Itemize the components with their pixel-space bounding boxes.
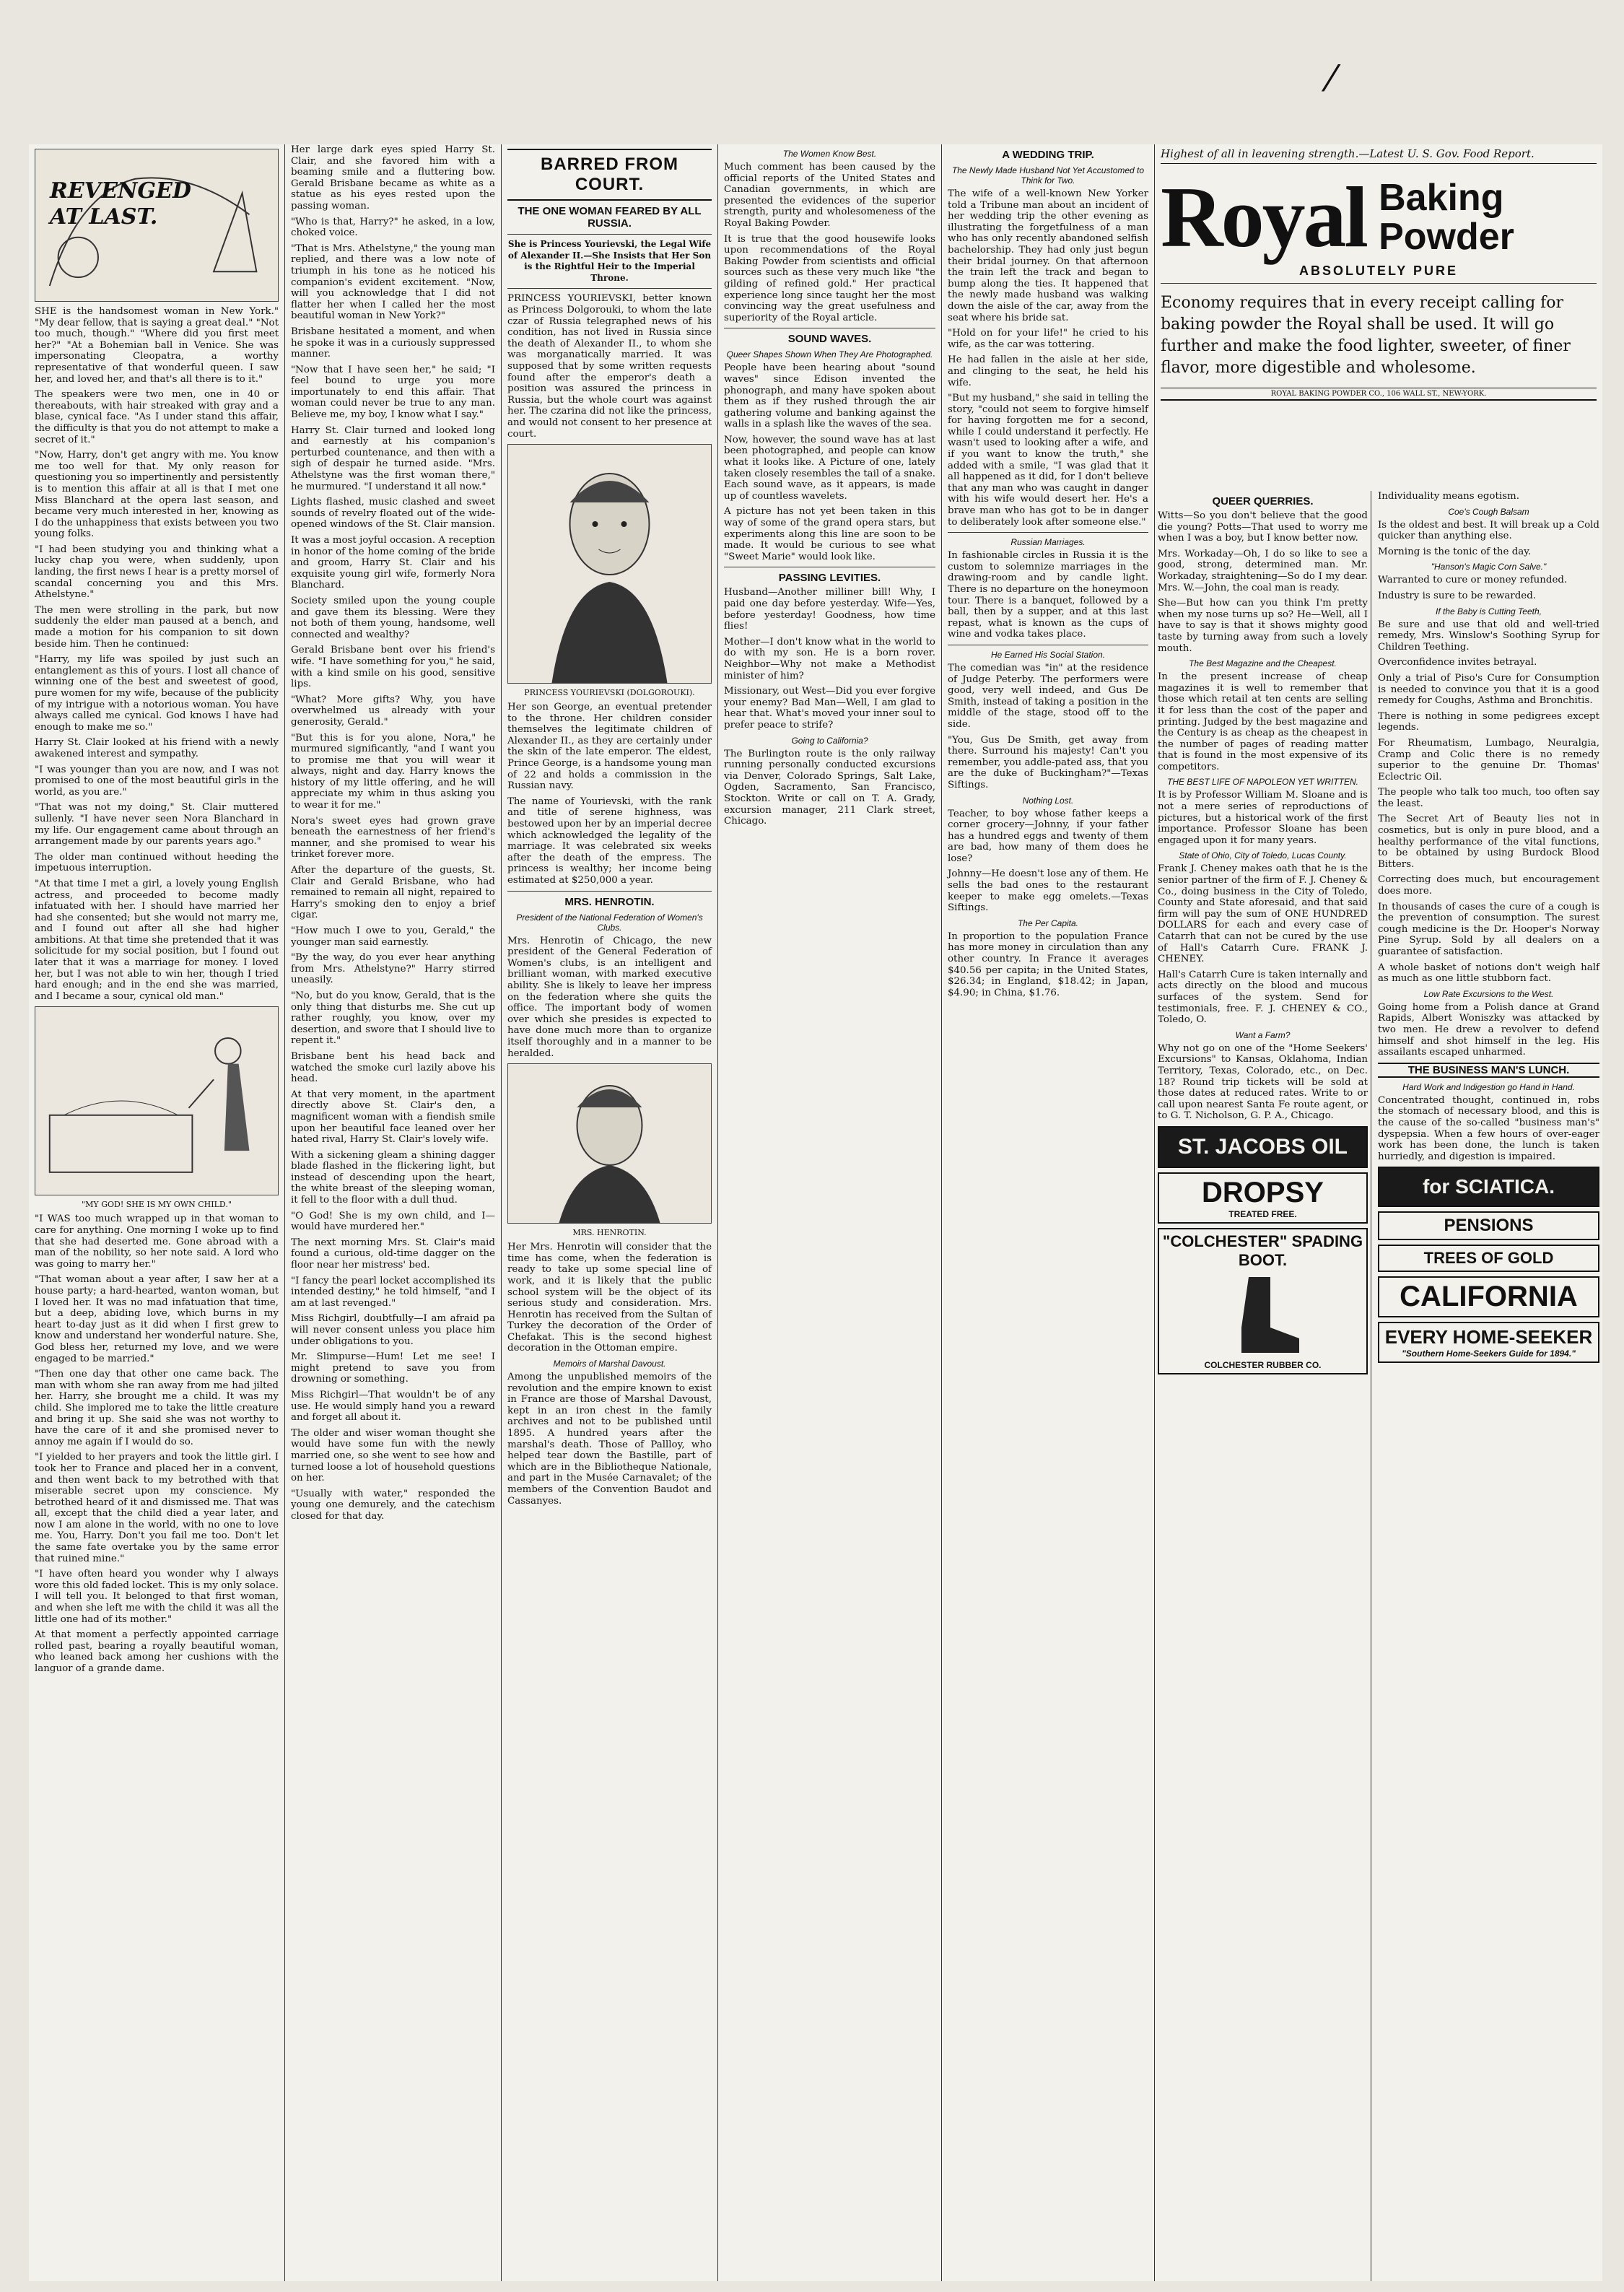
paragraph: People have been hearing about "sound waves" since Edison invented the phonograph, and many have spoken about them as if they rushed through the air gathering volume and banking against the walls in a splash like the waves of the sea. — [724, 362, 935, 430]
item: Is the oldest and best. It will break up a Cold quicker than anything else. — [1378, 519, 1599, 542]
section-heading: PASSING LEVITIES. — [778, 572, 881, 585]
paragraph: The speakers were two men, one in 40 or thereabouts, with hair streaked with gray and a blase, cynical face. "As I under stand this affair, the difficulty is that you do not attempt to make a secret of it." — [35, 389, 279, 445]
section-heading: The Best Magazine and the Cheapest. — [1189, 658, 1337, 669]
column-6 — [1155, 144, 1602, 2281]
section-heading: State of Ohio, City of Toledo, Lucas County. — [1179, 850, 1347, 861]
paragraph: The wife of a well-known New Yorker told a Tribune man about an incident of her wedding trip the other evening as illustrating the forgetfulness of a man who has only recently abandoned selfish bachelorship. They had only just begun their bridal journey. On that afternoon the train left the track and began to bump along the ties. It happened that the newly made husband was walking down the aisle of the car, away from the seat where his bride sat. — [948, 188, 1148, 323]
paragraph: Concentrated thought, continued in, robs the stomach of necessary blood, and this is the cause of the so-called "business man's" dyspepsia. When a few hours of over-eager work has been done, the lunch is taken hurriedly, and digestion is impaired. — [1378, 1094, 1599, 1162]
paragraph: The men were strolling in the park, but now suddenly the elder man paused at a bench, and made a motion for his companion to sit down beside him. Then he continued: — [35, 604, 279, 650]
paragraph: Missionary, out West—Did you ever forgive your enemy? Bad Man—Well, I am glad to hear that. What's moved your inner soul to prefer peace to strife? — [724, 686, 935, 731]
paragraph: Harry St. Clair looked at his friend with a newly awakened interest and sympathy. — [35, 737, 279, 759]
paragraph: The comedian was "in" at the residence of Judge Peterby. The performers were good, very well indeed, and Gus De Smith, instead of taking a position in the middle of the stage, stood off to the side. — [948, 662, 1148, 730]
paragraph: "That is Mrs. Athelstyne," the young man replied, and there was a low note of triumph in his tone as he noticed his companion's evident excitement. "Now, will you acknowledge that I did not flatter her when I called her the most beautiful woman in New York?" — [291, 243, 495, 322]
section-subheading: Queer Shapes Shown When They Are Photographed. — [726, 349, 933, 360]
paragraph: It was a most joyful occasion. A reception in honor of the home coming of the bride and groom, Harry St. Clair and his exquisite young girl wife, formerly Nora Blanchard. — [291, 535, 495, 591]
paragraph: It is by Professor William M. Sloane and is not a mere series of reproductions of pictures, but a historical work of the first importance. Professor Sloane has been engaged upon it for many years. — [1158, 790, 1368, 846]
paragraph: Much comment has been caused by the official reports of the United States and Canadian governments, in which are presented the evidences of the superior strength, purity and wholesomeness of the Royal Baking Powder. — [724, 162, 935, 229]
item: Be sure and use that old and well-tried remedy, Mrs. Winslow's Soothing Syrup for Children Teething. — [1378, 619, 1599, 653]
bedroom-illustration — [35, 1006, 279, 1195]
royal-logo: Royal — [1161, 169, 1366, 265]
royal-product — [1379, 178, 1514, 256]
paragraph: "I yielded to her prayers and took the little girl. I took her to France and placed her in a convent, and then went back to my betrothed with that miserable secret upon my conscience. My betrothed heard of it and dismissed me. That was all, except that the child died a year later, and now I am alone in the world, with no one to love me. You, Harry. Don't you fail me too. Don't let the same fate overtake you by the same error that ruined mine." — [35, 1452, 279, 1564]
royal-ad — [1161, 144, 1597, 401]
trees-ad: TREES OF GOLD — [1378, 1245, 1599, 1272]
revenged-title-illustration — [35, 149, 279, 302]
paragraph: Miss Richgirl, doubtfully—I am afraid pa will never consent unless you place him under obligations to you. — [291, 1313, 495, 1347]
paragraph: The Burlington route is the only railway running personally conducted excursions via Denver, Colorado Springs, Salt Lake, Ogden, Sacramento, San Francisco, Stockton. Write or call on T. A. Grady, excursion manager, 211 Clark street, Chicago. — [724, 748, 935, 827]
item-heading: If the Baby is Cutting Teeth, — [1436, 606, 1542, 616]
item-heading: Coe's Cough Balsam — [1448, 506, 1529, 517]
paragraph: SHE is the handsomest woman in New York." "My dear fellow, that is saying a great deal." "Not too much, though." "Where did you first meet her?" "At a Bohemian ball in Venice. She was impersonating Cleopatra, a worthy representative of that wonderful queen. I saw her, and loved her, and that's all there is to it." — [35, 306, 279, 385]
item: Overconfidence invites betrayal. — [1378, 657, 1537, 668]
paragraph: Witts—So you don't believe that the good die young? Potts—That used to worry me when I was a boy, but I know better now. — [1158, 510, 1368, 544]
article-headline: BARRED FROM COURT. — [507, 149, 712, 201]
paragraph: "At that time I met a girl, a lovely young English actress, and proceeded to become madly infatuated with her. I should have married her had she consented; but she would not marry me, and I found out after all she had higher ambitions. At that time she pretended that it was solicitude for my social position, but I found out later that it was a marriage for money. I loved her, but I was not able to win her, though I tried hard enough; and in the end she was married, and I became a sour, cynical old man." — [35, 878, 279, 1002]
paragraph: Brisbane hesitated a moment, and when he spoke it was in a curiously suppressed manner. — [291, 326, 495, 360]
paragraph: In fashionable circles in Russia it is the custom to solemnize marriages in the drawing-room and by candle light. There is no departure on the honeymoon tour. There is a banquet, followed by a ball, then by a supper, and at this last repast, what is known as the cups of wine and vodka takes place. — [948, 550, 1148, 640]
royal-absolutely-pure: ABSOLUTELY PURE — [1298, 263, 1459, 278]
paragraph: Nora's sweet eyes had grown grave beneath the earnestness of her friend's manner, and she promised to wear his trinket forever more. — [291, 815, 495, 860]
dropsy-title: DROPSY — [1202, 1176, 1324, 1208]
royal-product-line1: Baking — [1379, 177, 1504, 219]
page-mark: ⁄ — [1328, 58, 1335, 100]
section-heading: Memoirs of Marshal Davoust. — [553, 1359, 666, 1369]
boot-icon — [1220, 1270, 1306, 1356]
column-2 — [285, 144, 502, 2281]
paragraph: "I fancy the pearl locket accomplished its intended destiny," he told himself, "and I am at last revenged." — [291, 1275, 495, 1309]
paragraph: Frank J. Cheney makes oath that he is the senior partner of the firm of F. J. Cheney & Co., doing business in the City of Toledo, County and State aforesaid, and that said firm will pay the sum of ONE HUNDRED DOLLARS for each and every case of Catarrh that can not be cured by the use of Hall's Catarrh Cure. FRANK J. CHENEY. — [1158, 863, 1368, 965]
paragraph: "What? More gifts? Why, you have overwhelmed us already with your generosity, Gerald." — [291, 694, 495, 728]
paragraph: Society smiled upon the young couple and gave them its blessing. Were they not both of them young, handsome, well connected and wealthy? — [291, 595, 495, 640]
paragraph: With a sickening gleam a shining dagger blade flashed in the flickering light, but instead of descending upon the heart, the white breast of the sleeping woman, it fell to the floor with a dull thud. — [291, 1149, 495, 1206]
paragraph: "But my husband," she said in telling the story, "could not seem to forgive himself for having forgotten me for a second, while I could understand it perfectly. He wasn't used to looking after a wife, and if you want to know the truth," she added with a smile, "I was glad that it all happened as it did, for I don't believe that any man who was caught in danger with his wife would desert her. He's a brave man who has got to be in danger to deliberately look after someone else." — [948, 393, 1148, 528]
section-heading: Going to California? — [791, 735, 868, 746]
paragraph: "Usually with water," responded the young one demurely, and the catechism closed for that day. — [291, 1488, 495, 1522]
paragraph: Why not go on one of the "Home Seekers' Excursions" to Kansas, Oklahoma, Indian Territory, Texas, Colorado, etc., on Dec. 18? Round trip tickets will be sold at those dates at reduced rates. Write to or call upon nearest Santa Fe route agent, or to G. T. Nicholson, G. P. A., Chicago. — [1158, 1042, 1368, 1122]
column-3 — [502, 144, 718, 2281]
item: There is nothing in some pedigrees except legends. — [1378, 710, 1599, 733]
divider — [507, 288, 712, 289]
paragraph: Mrs. Henrotin of Chicago, the new president of the General Federation of Women's clubs, is an intelligent and brilliant woman, with marked executive ability. She is likely to leave her impress on the federation where she quits the office. The important body of women over which she presides is expected to have done much more than to organize itself thoroughly and in a manner to be heralded. — [507, 935, 712, 1059]
item: The people who talk too much, too often say the least. — [1378, 787, 1599, 809]
paragraph: Hall's Catarrh Cure is taken internally and acts directly on the blood and mucous surfaces of the system. Send for testimonials, free. F. J. CHENEY & CO., Toledo, O. — [1158, 969, 1368, 1026]
item: In thousands of cases the cure of a cough is the prevention of consumption. The surest cough medicine is the Dr. Hooper's Norway Pine Syrup. Sold by all dealers on a guarantee of satisfaction. — [1378, 901, 1599, 957]
item: Only a trial of Piso's Cure for Consumption is needed to convince you that it is a good remedy for Coughs, Asthma and Bronchitis. — [1378, 672, 1599, 707]
illustration-caption: "MY GOD! SHE IS MY OWN CHILD." — [82, 1200, 232, 1210]
article-deck: She is Princess Yourievski, the Legal Wife of Alexander II.—She Insists that Her Son is the Rightful Heir to the Imperial Throne. — [507, 239, 712, 283]
paragraph: She—But how can you think I'm pretty when my nose turns up so? He—Well, all I have to say is that it shows mighty good taste by turning away from such a lovely mouth. — [1158, 598, 1368, 654]
portrait-drawing — [508, 445, 711, 683]
article-subheadline: THE ONE WOMAN FEARED BY ALL RUSSIA. — [518, 205, 702, 230]
paragraph: Lights flashed, music clashed and sweet sounds of revelry floated out of the wide-opened windows of the St. Clair mansion. — [291, 497, 495, 531]
divider — [507, 234, 712, 235]
paragraph: Her Mrs. Henrotin will consider that the time has come, when the federation is ready to take up some special line of work, and it is likely that the public school system will be the object of its serious study and consideration. Mrs. Henrotin has received from the Sultan of Turkey the decoration of the Order of Chefakat. This is the second highest decoration in the Ottoman empire. — [507, 1242, 712, 1354]
section-heading: MRS. HENROTIN. — [564, 895, 655, 908]
paragraph: Gerald Brisbane bent over his friend's wife. "I have something for you," he said, with a kind smile on his good, sensitive lips. — [291, 645, 495, 690]
item: Morning is the tonic of the day. — [1378, 546, 1532, 557]
section-heading: Russian Marriages. — [1010, 537, 1086, 548]
home-seeker-sub: "Southern Home-Seekers Guide for 1894." — [1402, 1348, 1576, 1359]
paragraph: "I was younger than you are now, and I was not promised to one of the most beautiful girls in the world, as you are." — [35, 764, 279, 798]
royal-product-line2: Powder — [1379, 216, 1514, 258]
home-seeker-ad — [1378, 1322, 1599, 1363]
paragraph: At that moment a perfectly appointed carriage rolled past, bearing a royally beautiful woman, who leaned back among her cushions with the languor of a grande dame. — [35, 1629, 279, 1674]
section-subheading: The Newly Made Husband Not Yet Accustomed to Think for Two. — [951, 165, 1145, 186]
paragraph: In the present increase of cheap magazines it is well to remember that those which retail at ten cents are selling it for less than the cost of the paper and printing. Judged by the best magazine and the Century is as cheap as the cheapest in the number of pages of reading matter that is found in the most expensive of its competitors. — [1158, 671, 1368, 772]
paragraph: Miss Richgirl—That wouldn't be of any use. He would simply hand you a reward and forget all about it. — [291, 1389, 495, 1424]
paragraph: "But this is for you alone, Nora," he murmured significantly, "and I want you to promise me that you will wear it always, night and day. Harry knows the history of my little offering, and he will appreciate my whim in thus asking you to wear it for me." — [291, 732, 495, 811]
dropsy-ad — [1158, 1172, 1368, 1224]
item-heading: "Hanson's Magic Corn Salve." — [1431, 562, 1547, 572]
pensions-ad: PENSIONS — [1378, 1211, 1599, 1240]
portrait-drawing — [508, 1064, 711, 1223]
paragraph: The name of Yourievski, with the rank and title of serene highness, was bestowed upon her by an imperial decree which acknowledged the legality of the marriage. It was celebrated six weeks after the death of the empress. The princess is wealthy; her income being estimated at $250,000 a year. — [507, 796, 712, 886]
paragraph: Harry St. Clair turned and looked long and earnestly at his companion's perturbed countenance, and then with a sigh of despair he turned aside. "Mrs. Athelstyne was the first woman there," he murmured. "I understand it all now." — [291, 424, 495, 492]
item: Individuality means egotism. — [1378, 491, 1519, 502]
paragraph: "How much I owe to you, Gerald," the younger man said earnestly. — [291, 925, 495, 948]
column-5 — [942, 144, 1155, 2281]
newspaper-page — [29, 144, 1602, 2281]
home-seeker-title: EVERY HOME-SEEKER — [1384, 1326, 1593, 1348]
paragraph: Her large dark eyes spied Harry St. Clair, and she favored him with a beaming smile and a fluttering bow. Gerald Brisbane became as white as a statue as his eyes rested upon the passing woman. — [291, 144, 495, 212]
paragraph: It is true that the good housewife looks upon recommendations of the Royal Baking Powder from scientists and official sources such as these very much like "the gilding of refined gold." Her practical experience long since taught her the most convincing way the great usefulness and superiority of the Royal article. — [724, 233, 935, 323]
divider — [507, 891, 712, 892]
section-heading: The Per Capita. — [1017, 918, 1079, 928]
paragraph: He had fallen in the aisle at her side, and clinging to the seat, he held his wife. — [948, 354, 1148, 388]
woman-with-dagger-drawing — [35, 1007, 278, 1195]
paragraph: "I WAS too much wrapped up in that woman to care for anything. One morning I woke up to find that she had deserted me. Gone abroad with a man of the nobility, so her note said. A lord who was going to marry her." — [35, 1213, 279, 1270]
item: Warranted to cure or money refunded. — [1378, 575, 1568, 586]
column-4 — [718, 144, 942, 2281]
item: Going home from a Polish dance at Grand Rapids, Albert Woniszky was attacked by two men. He drew a revolver to defend himself and shot himself in the leg. His assailants escaped unharmed. — [1378, 1001, 1599, 1058]
section-heading: SOUND WAVES. — [787, 333, 872, 346]
section-subheading: Hard Work and Indigestion go Hand in Hand. — [1402, 1081, 1575, 1092]
column-6-right — [1375, 491, 1602, 2281]
california-ad: CALIFORNIA — [1378, 1276, 1599, 1317]
paragraph: "I have often heard you wonder why I always wore this old faded locket. This is my only solace. I will tell you. It belonged to that first woman, and when she left me with the child it was all the little one had of its mother." — [35, 1569, 279, 1625]
section-subheading: President of the National Federation of Women's Clubs. — [516, 912, 703, 933]
paragraph: "Hold on for your life!" he cried to his wife, as the car was tottering. — [948, 328, 1148, 350]
section-heading: Want a Farm? — [1235, 1029, 1291, 1040]
paragraph: PRINCESS YOURIEVSKI, better known as Princess Dolgorouki, to whom the late czar of Russia telegraphed news of his condition, has not lived in Russia since the death of Alexander II., to whom she was morganatically married. It was supposed that by some written requests found after the emperor's death a position was assured the princess in Russia, but the whole court was against her. The czarina did not like the princess, and would not consent to her presence at court. — [507, 293, 712, 440]
portrait-caption: PRINCESS YOURIEVSKI (DOLGOROUKI). — [524, 688, 695, 698]
paragraph: "O God! She is my own child, and I—would have murdered her." — [291, 1210, 495, 1233]
paragraph: After the departure of the guests, St. Clair and Gerald Brisbane, who had remained to remain all night, repaired to Harry's smoking den to enjoy a brief cigar. — [291, 865, 495, 921]
paragraph: Brisbane bent his head back and watched the smoke curl lazily above his head. — [291, 1050, 495, 1085]
section-heading: The Women Know Best. — [782, 149, 877, 159]
paragraph: "Harry, my life was spoiled by just such an entanglement as this of yours. I lost all chance of winning one of the best and sweetest of good, pure women for my wife, because of the publicity of my intrigue with a notorious woman. You have always called me cynical. God knows I have had enough to make me so." — [35, 654, 279, 733]
paragraph: "By the way, do you ever hear anything from Mrs. Athelstyne?" Harry stirred uneasily. — [291, 952, 495, 986]
paragraph: "That woman about a year after, I saw her at a house party; a hard-hearted, wanton woman, but I loved her. It was no mad infatuation that time, but a deep, abiding love, which burns in my heart to-day just as it did when I first grew to know and understand her wonderful nature. She, God bless her, returned my love, and we were engaged to be married." — [35, 1274, 279, 1364]
section-heading: He Earned His Social Station. — [990, 649, 1106, 660]
paragraph: Teacher, to boy whose father keeps a corner grocery—Johnny, if your father has a hundred eggs and twenty of them are bad, how many of them does he lose? — [948, 808, 1148, 864]
section-heading: QUEER QUERRIES. — [1212, 495, 1314, 507]
divider — [1161, 283, 1597, 284]
paragraph: Her son George, an eventual pretender to the throne. Her children consider themselves the legitimate children of Alexander II., as they are certainly under the skin of the late emperor. The eldest, Prince George, is a handsome young man of 22 and holds a commission in the Russian navy. — [507, 702, 712, 792]
royal-tagline: Highest of all in leavening strength.—Latest U. S. Gov. Food Report. — [1161, 144, 1597, 164]
portrait-caption: MRS. HENROTIN. — [572, 1228, 647, 1238]
st-jacobs-oil-ad: ST. JACOBS OIL — [1158, 1126, 1368, 1168]
henrotin-portrait — [507, 1063, 712, 1224]
paragraph: Mother—I don't know what in the world to do with my son. He is a born rover. Neighbor—Why not make a Methodist minister of him? — [724, 636, 935, 681]
paragraph: "That was not my doing," St. Clair muttered sullenly. "I have never seen Nora Blanchard in my life. Our engagement came about through an arrangement made by our parents years ago." — [35, 802, 279, 847]
item: For Rheumatism, Lumbago, Neuralgia, Cramp and Colic there is no remedy superior to the genuine Dr. Thomas' Eclectric Oil. — [1378, 737, 1599, 783]
boot-title: "COLCHESTER" SPADING BOOT. — [1162, 1232, 1363, 1269]
paragraph: "Who is that, Harry?" he asked, in a low, choked voice. — [291, 216, 495, 239]
spading-boot-ad — [1158, 1228, 1368, 1374]
item: Correcting does much, but encouragement does more. — [1378, 874, 1599, 897]
item: The Secret Art of Beauty lies not in cosmetics, but is only in pure blood, and a healthy performance of the vital functions, to be obtained by using Burdock Blood Bitters. — [1378, 814, 1599, 870]
paragraph: The older man continued without heeding the impetuous interruption. — [35, 851, 279, 874]
column-6-left — [1155, 491, 1371, 2281]
item: A whole basket of notions don't weigh half as much as one little stubborn fact. — [1378, 962, 1599, 985]
paragraph: "Now, Harry, don't get angry with me. You know me too well for that. My only reason for questioning you so impertinently and persistently is to mention this affair at all is that I met one Miss Blanchard at the opera last season, and became very much interested in her, knowing as I do the unhappiness that exists between you two young folks. — [35, 450, 279, 540]
princess-portrait — [507, 444, 712, 684]
paragraph: The next morning Mrs. St. Clair's maid found a curious, old-time dagger on the floor near her mistress' bed. — [291, 1237, 495, 1271]
dropsy-sub: TREATED FREE. — [1228, 1208, 1297, 1219]
section-heading: A WEDDING TRIP. — [1002, 149, 1094, 161]
item: Industry is sure to be rewarded. — [1378, 590, 1537, 601]
item-heading: Low Rate Excursions to the West. — [1423, 988, 1554, 999]
section-heading: THE BUSINESS MAN'S LUNCH. — [1378, 1063, 1599, 1078]
paragraph: The older and wiser woman thought she would have some fun with the newly married one, so she went to see how and turned loose a lot of household questions on her. — [291, 1427, 495, 1484]
royal-footer: ROYAL BAKING POWDER CO., 106 WALL ST., NEW-YORK. — [1161, 388, 1597, 401]
paragraph: Mrs. Workaday—Oh, I do so like to see a good, strong, determined man. Mr. Workaday, straightening—So do I my dear. Mrs. W.—John, the coal man is ready. — [1158, 548, 1368, 593]
section-heading: THE BEST LIFE OF NAPOLEON YET WRITTEN. — [1167, 777, 1358, 788]
paragraph: "Now that I have seen her," he said; "I feel bound to urge you more importunately to end this affair. That woman could never be true to any man. Believe me, my boy, I know what I say." — [291, 364, 495, 421]
sciatica-ad: for SCIATICA. — [1378, 1167, 1599, 1207]
paragraph: Mr. Slimpurse—Hum! Let me see! I might pretend to save you from drowning or something. — [291, 1351, 495, 1385]
paragraph: "You, Gus De Smith, get away from there. Surround his majesty! Can't you remember, you addle-pated ass, that you are the duke of Buckingham?"—Texas Siftings. — [948, 734, 1148, 790]
paragraph: Johnny—He doesn't lose any of them. He sells the bad ones to the restaurant keeper to make egg omelets.—Texas Siftings. — [948, 868, 1148, 914]
story-title: REVENGED AT LAST. — [50, 178, 191, 230]
paragraph: At that very moment, in the apartment directly above St. Clair's den, a magnificent woman with a fiendish smile upon her beautiful face leaned over her hated rival, Harry St. Clair's lovely wife. — [291, 1089, 495, 1146]
royal-body: Economy requires that in every receipt calling for baking powder the Royal shall be used. It will go further and make the food lighter, sweeter, of finer flavor, more digestible and wholesome. — [1161, 294, 1571, 377]
boot-footer: COLCHESTER RUBBER CO. — [1204, 1359, 1322, 1370]
paragraph: In proportion to the population France has more money in circulation than any other country. In France it averages $40.56 per capita; in the United States, $26.34; in England, $18.42; in Japan, $4.90; in China, $1.76. — [948, 931, 1148, 998]
paragraph: Husband—Another milliner bill! Why, I paid one day before yesterday. Wife—Yes, before yesterday! Goodness, how time flies! — [724, 587, 935, 632]
paragraph: Now, however, the sound wave has at last been photographed, and people can know what it looks like. A Picture of one, lately taken closely resembles the tail of a snake. Each sound wave, as it appears, is made up of countless wavelets. — [724, 434, 935, 502]
paragraph: "No, but do you know, Gerald, that is the only thing that disturbs me. She cut up rather roughly, you know, over my desertion, and swore that I should live to repent it." — [291, 990, 495, 1047]
column-1 — [29, 144, 285, 2281]
paragraph: Among the unpublished memoirs of the revolution and the empire known to exist in France are those of Marshal Davoust, kept in an iron chest in the family archives and not to be published until 1895. A hundred years after the marshal's death. Those of Pallloy, who helped tear down the Bastille, part of which are in the Bibliotheque Nationale, and part in the Musée Carnavalet; of the members of the Convention Baudot and Cassanyes. — [507, 1372, 712, 1507]
section-heading: Nothing Lost. — [1022, 795, 1074, 806]
paragraph: A picture has not yet been taken in this way of some of the grand opera stars, but experiments along this line are soon to be made. It would be curious to see what "Sweet Marie" would look like. — [724, 506, 935, 562]
paragraph: "Then one day that other one came back. The man with whom she ran away from me had jilted her. Harry, she brought me a child. It was my child. She implored me to take the little creature and bring it up. She said she was not worthy to have the care of it and she promised never to annoy me again if I would do so. — [35, 1369, 279, 1447]
paragraph: "I had been studying you and thinking what a lucky chap you were, when suddenly, upon landing, the first news I hear is a pretty morsel of scandal concerning you and this Mrs. Athelstyne." — [35, 544, 279, 601]
divider — [948, 532, 1148, 533]
